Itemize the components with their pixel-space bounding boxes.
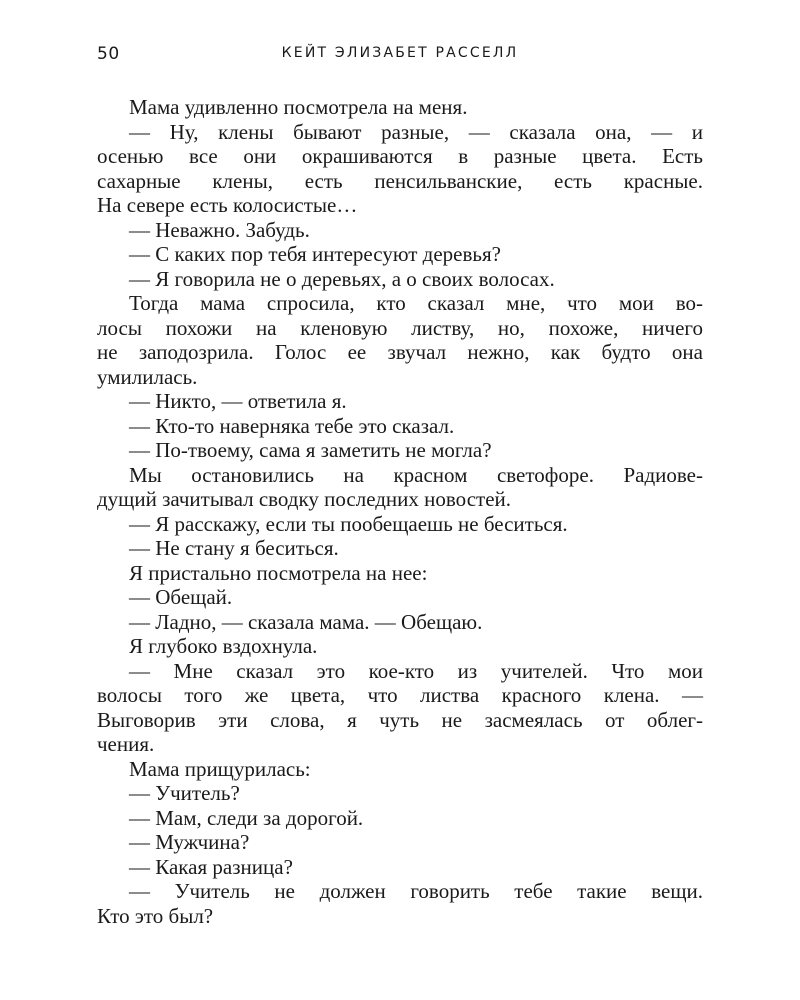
text-line: — Никто, — ответила я.	[129, 389, 347, 413]
text-line: Мама удивленно посмотрела на меня.	[129, 95, 468, 119]
text-line: Мы остановились на красном светофоре. Радиове-	[129, 462, 703, 487]
text-line: Я глубоко вздохнула.	[129, 634, 318, 658]
page-header	[97, 44, 703, 68]
text-line: волосы того же цвета, что листва красного клена. —	[97, 683, 703, 707]
text-line: — По-твоему, сама я заметить не могла?	[129, 438, 492, 462]
text-line: — Учитель не должен говорить тебе такие вещи.	[129, 879, 703, 903]
text-line: умилилась.	[97, 364, 198, 389]
text-line: — Кто-то наверняка тебе это сказал.	[129, 413, 455, 438]
text-line: — Мне сказал это кое-кто из учителей. Что мои	[129, 658, 703, 683]
text-line: Выговорив эти слова, я чуть не засмеялась от облег-	[97, 707, 703, 732]
text-line: — С каких пор тебя интересуют деревья?	[129, 242, 501, 266]
text-line: Мама прищурилась:	[129, 756, 311, 781]
text-line: — Какая разница?	[129, 854, 293, 879]
running-title: КЕЙТ ЭЛИЗАБЕТ РАССЕЛЛ	[281, 45, 519, 61]
text-line: На севере есть колосистые…	[97, 193, 358, 217]
text-line: — Я расскажу, если ты пообещаешь не беситься.	[129, 511, 568, 536]
text-line: Кто это был?	[97, 903, 214, 928]
page-number: 50	[97, 44, 120, 64]
text-line: чения.	[97, 732, 155, 756]
text-line: — Учитель?	[129, 781, 240, 805]
text-line: сахарные клены, есть пенсильванские, есть красные.	[97, 168, 703, 193]
text-line: — Ладно, — сказала мама. — Обещаю.	[129, 609, 483, 634]
text-line: — Не стану я беситься.	[129, 536, 339, 560]
text-line: осенью все они окрашиваются в разные цвета. Есть	[97, 144, 703, 168]
text-line: лосы похожи на кленовую листву, но, похоже, ничего	[97, 315, 703, 340]
text-line: — Обещай.	[129, 585, 233, 609]
text-line: Я пристально посмотрела на нее:	[129, 560, 428, 585]
text-line: Тогда мама спросила, кто сказал мне, что мои во-	[129, 291, 703, 315]
text-line: дущий зачитывал сводку последних новостей.	[97, 487, 512, 511]
text-line: — Мам, следи за дорогой.	[129, 805, 364, 830]
body-text	[97, 95, 703, 928]
text-line: — Ну, клены бывают разные, — сказала она, — и	[129, 119, 703, 144]
text-line: — Неважно. Забудь.	[129, 217, 310, 242]
text-line: — Мужчина?	[129, 830, 250, 854]
text-line: не заподозрила. Голос ее звучал нежно, как будто она	[97, 340, 703, 364]
text-line: — Я говорила не о деревьях, а о своих волосах.	[129, 266, 555, 291]
